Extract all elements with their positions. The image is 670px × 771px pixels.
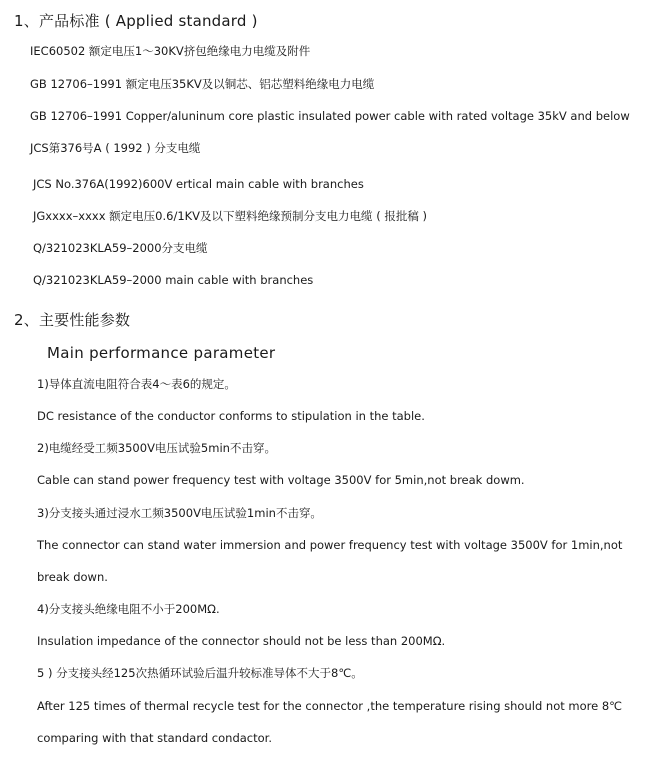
standard-item: JCS第376号A ( 1992 ) 分支电缆 (30, 141, 201, 155)
parameter-item: 5 ) 分支接头经125次热循环试验后温升较标准导体不大于8℃。 (37, 666, 363, 680)
parameter-item: comparing with that standard condactor. (37, 731, 272, 745)
standard-item: GB 12706–1991 Copper/aluninum core plastic insulated power cable with rated voltage 35kV and below (30, 109, 630, 123)
parameter-item: 2)电缆经受工频3500V电压试验5min不击穿。 (37, 441, 276, 455)
section-1-heading: 1、产品标准 ( Applied standard ) (14, 12, 258, 30)
standard-item: JCS No.376A(1992)600V ertical main cable with branches (33, 177, 364, 191)
standard-item: JGxxxx–xxxx 额定电压0.6/1KV及以下塑料绝缘预制分支电力电缆 ( 报批稿 ) (33, 209, 427, 223)
parameter-item: Cable can stand power frequency test with voltage 3500V for 5min,not break dowm. (37, 473, 525, 487)
standard-item: IEC60502 额定电压1～30KV挤包绝缘电力电缆及附件 (30, 44, 311, 58)
parameter-item: 4)分支接头绝缘电阻不小于200MΩ. (37, 602, 220, 616)
section-2-heading: 2、主要性能参数 (14, 311, 131, 329)
parameter-item: The connector can stand water immersion and power frequency test with voltage 3500V for 1min,not (37, 538, 623, 552)
parameter-item: Insulation impedance of the connector should not be less than 200MΩ. (37, 634, 446, 648)
standard-item: Q/321023KLA59–2000分支电缆 (33, 241, 208, 255)
parameter-item: break down. (37, 570, 108, 584)
parameter-item: 3)分支接头通过浸水工频3500V电压试验1min不击穿。 (37, 506, 322, 520)
parameter-item: DC resistance of the conductor conforms to stipulation in the table. (37, 409, 425, 423)
standard-item: Q/321023KLA59–2000 main cable with branches (33, 273, 314, 287)
standard-item: GB 12706–1991 额定电压35KV及以铜芯、铝芯塑料绝缘电力电缆 (30, 77, 375, 91)
parameter-item: 1)导体直流电阻符合表4～表6的规定。 (37, 377, 236, 391)
parameter-item: After 125 times of thermal recycle test for the connector ,the temperature rising should not more 8℃ (37, 699, 623, 713)
section-2-subheading: Main performance parameter (47, 344, 276, 362)
